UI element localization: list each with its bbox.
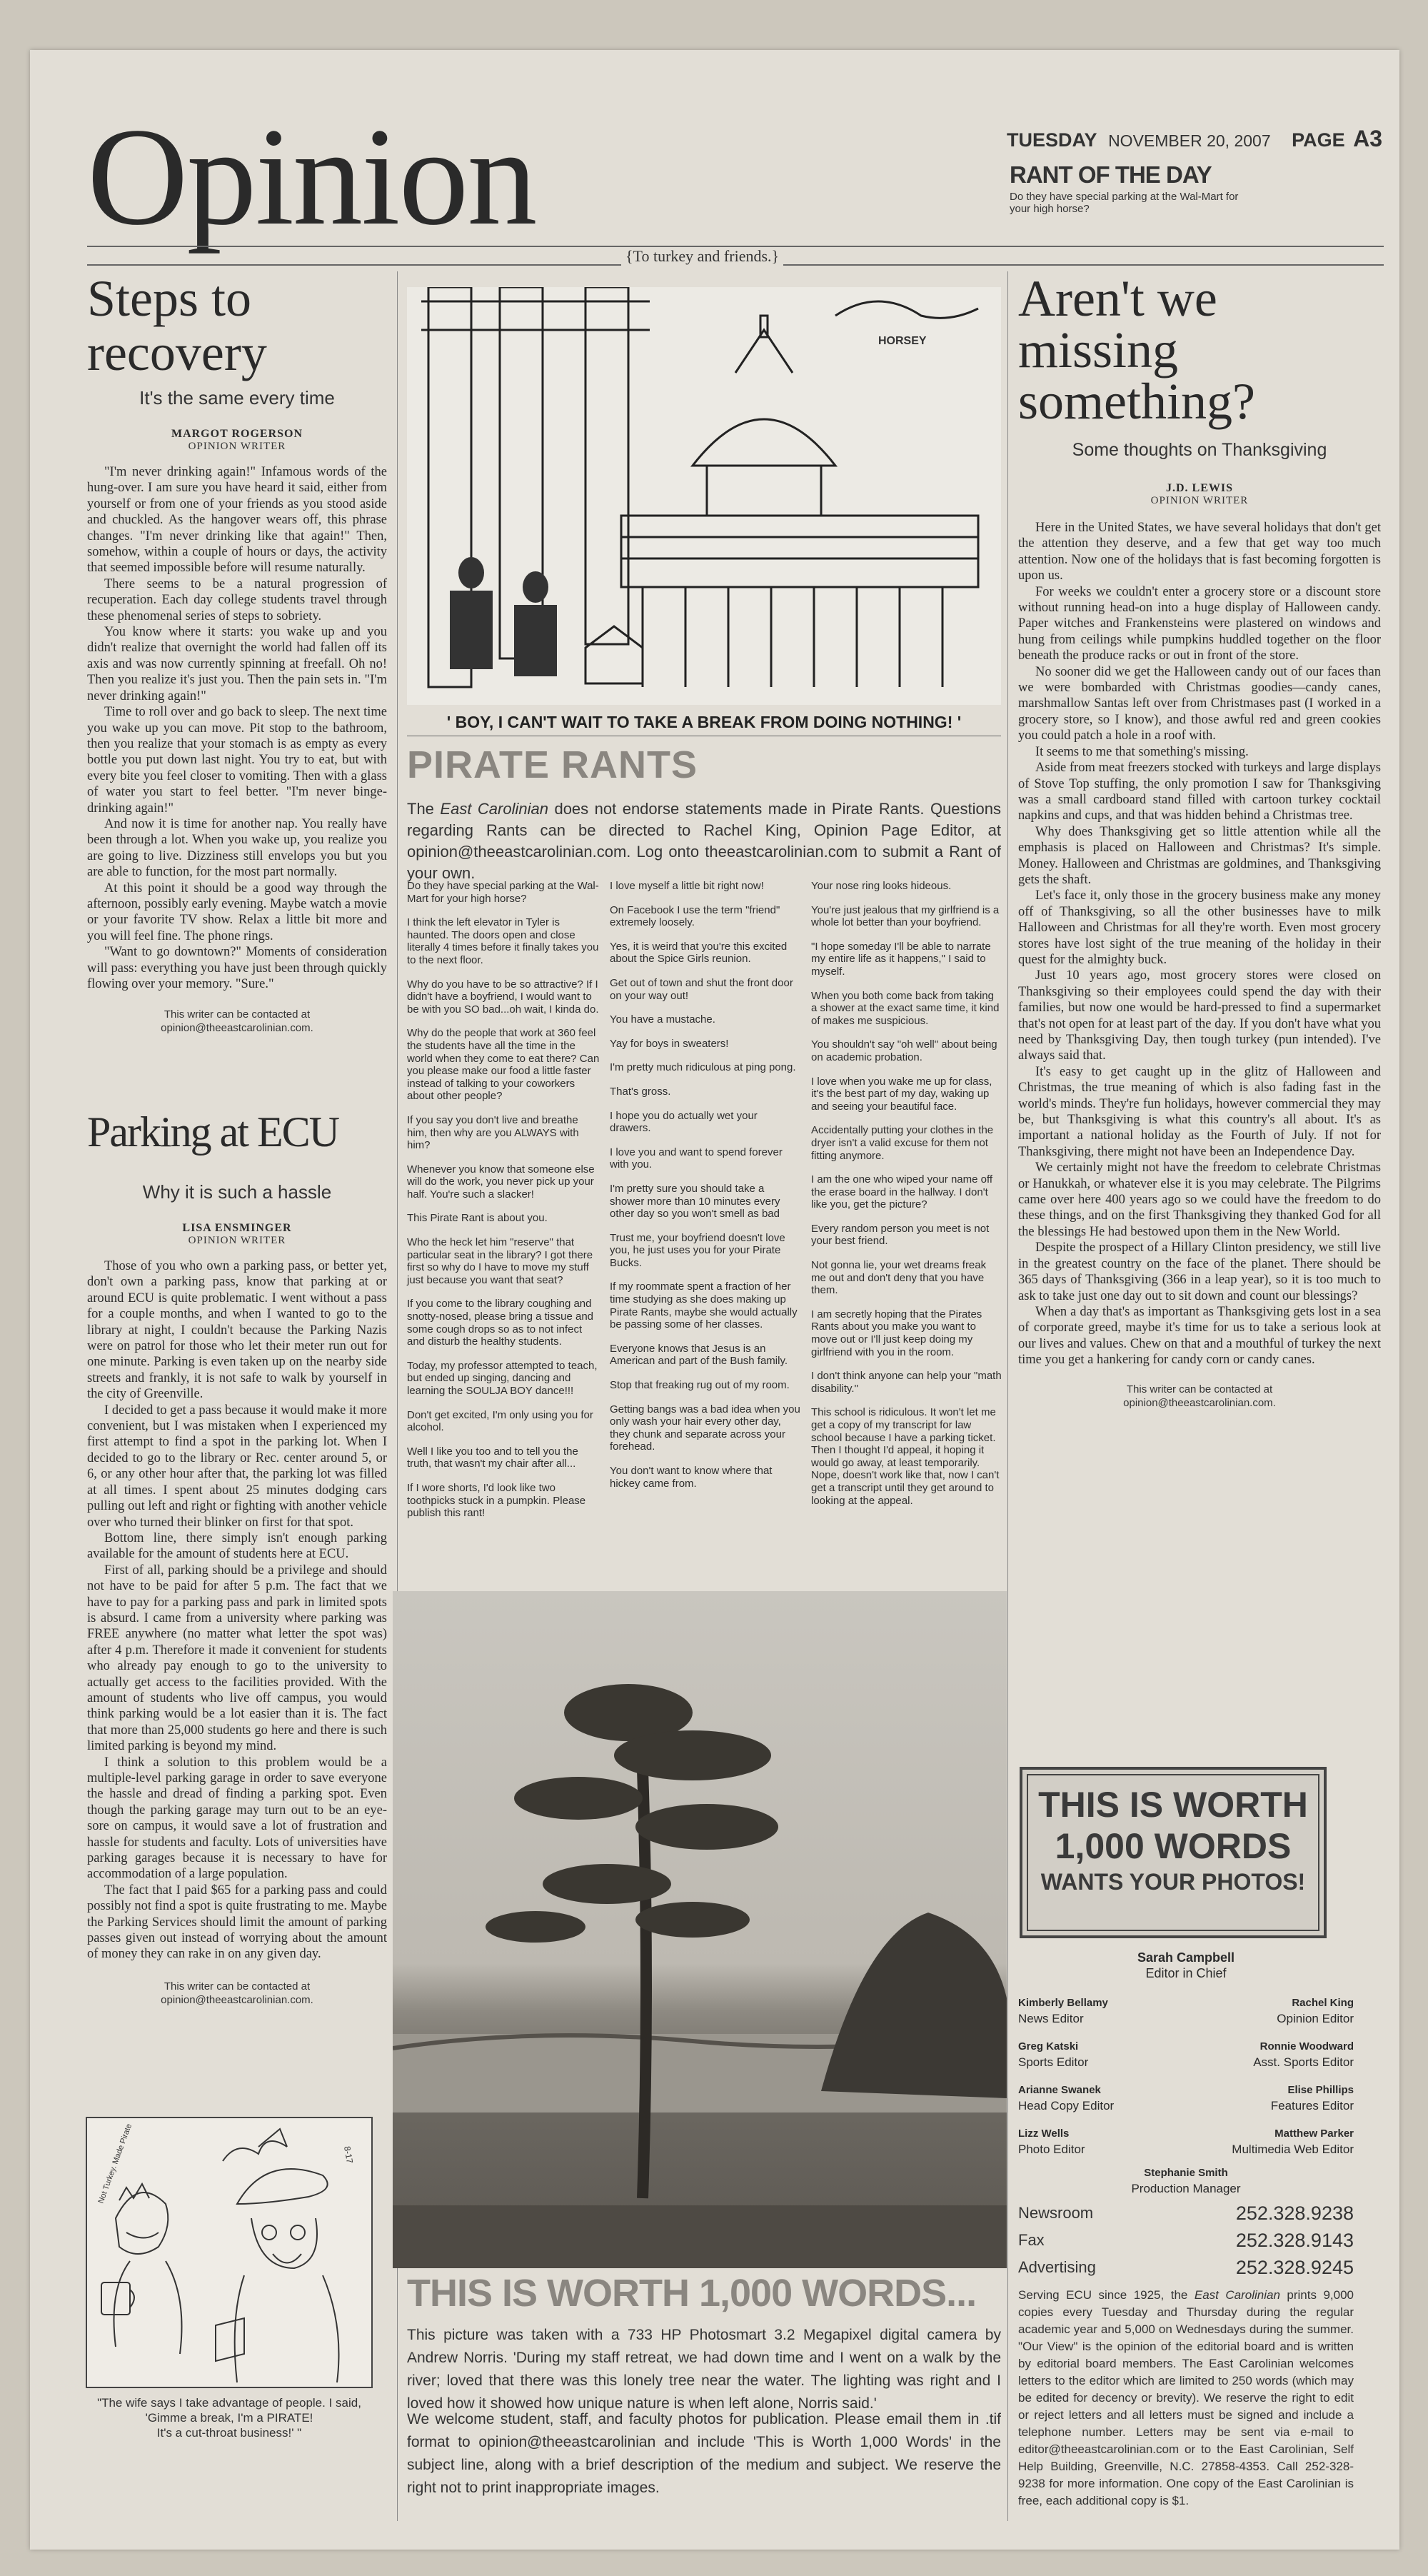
pirate-rant: Yay for boys in sweaters!	[610, 1037, 729, 1050]
steps-headline-line2: recovery	[87, 324, 267, 381]
rants-column-1	[407, 880, 600, 1531]
pirate-rant: Every random person you meet is not your best friend.	[811, 1222, 990, 1248]
pirate-rant: I love when you wake me up for class, it's the best part of my day, waking up and seeing your beautiful face.	[811, 1075, 992, 1113]
thanksgiving-contact-line: This writer can be contacted at	[1126, 1383, 1273, 1395]
editor-in-chief	[1018, 1950, 1354, 1981]
thanksgiving-headline-line3: something?	[1018, 373, 1255, 430]
parking-contact-line: This writer can be contacted at	[164, 1980, 311, 1993]
editor-name: Sarah Campbell	[1137, 1950, 1235, 1965]
capitol-cartoon	[407, 287, 1001, 705]
photo-feature-description: This picture was taken with a 733 HP Photosmart 3.2 Megapixel digital camera by Andrew Norris. 'During my staff retreat, we had down time and I went on a walk by the river; loved that there was this lonely tree near the water. The lighting was right and I loved how it showed how unique nature is when left alone, Norris said.'	[407, 2327, 1001, 2412]
page-tagline: {To turkey and friends.}	[621, 247, 783, 266]
phone-number: 252.328.9245	[1235, 2257, 1354, 2278]
steps-headline-line1: Steps to	[87, 270, 252, 327]
rants-title: PIRATE RANTS	[407, 743, 698, 786]
staff-entry	[1018, 2126, 1186, 2158]
pirate-rant: Not gonna lie, your wet dreams freak me out and don't deny that you have them.	[811, 1259, 987, 1297]
issue-date	[1007, 126, 1382, 152]
prod-title: Production Manager	[1131, 2182, 1241, 2195]
rants-intro	[407, 798, 1001, 884]
pirate-rant: I hope you do actually wet your drawers.	[610, 1109, 758, 1135]
parking-contact	[87, 1980, 387, 2007]
thanksgiving-contact	[1018, 1383, 1381, 1410]
steps-contact	[87, 1008, 387, 1035]
rants-intro-post: does not endorse statements made in Pirate Rants. Questions regarding Rants can be directed to Rachel King, Opinion Page Editor, at opinion@theeastcarolinian.com. Log onto theeastcarolinian.com to submit a Rant of your own.	[407, 800, 1002, 882]
editor-title: Editor in Chief	[1145, 1966, 1227, 1980]
staff-title: Head Copy Editor	[1018, 2099, 1115, 2113]
staff-name: Rachel King	[1292, 1997, 1354, 2009]
masthead	[1018, 1950, 1354, 2510]
pirate-rant: You shouldn't say "oh well" about being on academic probation.	[811, 1038, 997, 1063]
thanksgiving-paragraph: Aside from meat freezers stocked with turkeys and large displays of Stove Top stuffing, the only promotion I saw for Thanksgiving was a small cardboard stand filled with cartoon turkey cocktail napkins and cups, and that was hidden behind a Christmas tree.	[1018, 761, 1381, 823]
thanksgiving-body	[1018, 520, 1381, 1368]
parking-deck: Why it is such a hassle	[142, 1181, 332, 1203]
steps-byline: MARGOT ROGERSON	[171, 428, 303, 440]
tree-photo-image	[393, 1591, 1007, 2268]
staff-title: News Editor	[1018, 2012, 1084, 2025]
pirate-rant: Get out of town and shut the front door on your way out!	[610, 976, 793, 1002]
issue-date-rest: NOVEMBER 20, 2007	[1108, 131, 1271, 150]
thanksgiving-paragraph: Despite the prospect of a Hillary Clinton presidency, we still live in the greatest country on the face of the planet. There should be 365 days of Thanksgiving (366 in a leap year), so it is too much to ask to take just one day out to sit down and count our blessings?	[1018, 1241, 1381, 1303]
pirate-rant: Everyone knows that Jesus is an American and part of the Bush family.	[610, 1342, 788, 1368]
photo-feature-title: THIS IS WORTH 1,000 WORDS...	[407, 2272, 977, 2315]
steps-paragraph: At this point it should be a good way through the afternoon, possibly early evening. Maybe watch a movie or your favorite TV show. Relax a little bit more and you will feel fine. The phone rings.	[87, 881, 387, 943]
pirate-rant: I don't think anyone can help your "math disability."	[811, 1370, 1002, 1395]
page-label: PAGE	[1292, 129, 1345, 151]
thanksgiving-byline: J.D. LEWIS	[1165, 482, 1234, 494]
steps-deck: It's the same every time	[139, 387, 335, 409]
pirate-rant: You don't want to know where that hickey came from.	[610, 1465, 773, 1490]
pirate-rant: I am the one who wiped your name off the erase board in the hallway. I don't like you, get the picture?	[811, 1173, 993, 1211]
pirate-rant: If you say you don't live and breathe him, then why are you ALWAYS with him?	[407, 1113, 579, 1152]
pirate-rant: That's gross.	[610, 1085, 671, 1098]
prod-name: Stephanie Smith	[1144, 2167, 1228, 2179]
pirate-rant: I think the left elevator in Tyler is haunted. The doors open and close literally 4 times before it finally takes you to the next floor.	[407, 916, 599, 966]
phone-list	[1018, 2200, 1354, 2281]
phone-label: Fax	[1018, 2231, 1045, 2249]
pirate-rant: Today, my professor attempted to teach, but ended up singing, dancing and learning the SOULJA BOY dance!!!	[407, 1359, 598, 1397]
parking-body	[87, 1258, 387, 1963]
staff-title: Photo Editor	[1018, 2143, 1085, 2156]
promo-line3: WANTS YOUR PHOTOS!	[1040, 1869, 1306, 1895]
about-post: prints 9,000 copies every Tuesday and Thursday during the regular academic year and 5,000 on Wednesdays during the summer. "Our View" is the opinion of the editorial board and is written by editorial board members. The East Carolinian welcomes letters to the editor which are limited to 250 words (which may be edited for decency or brevity). We reserve the right to edit or reject letters and all letters must be signed and include a telephone number. Letters may be sent via e-mail to editor@theeastcarolinian.com or to the East Carolinian, Self Help Building, Greenville, N.C. 27858-4353. Call 252-328-9238 for more information. One copy of the East Carolinian is free, each additional copy is $1.	[1018, 2288, 1354, 2507]
parking-byline: LISA ENSMINGER	[182, 1222, 292, 1234]
pirate-rant: When you both come back from taking a shower at the exact same time, it kind of makes me suspicious.	[811, 989, 1000, 1027]
steps-paragraph: And now it is time for another nap. You really have been through a lot. When you wake up, you realize you are going to live. Dizziness still envelops you but you are able to function, for the most part normally.	[87, 816, 387, 880]
parking-article	[87, 1107, 387, 2007]
steps-role: OPINION WRITER	[188, 441, 286, 452]
paper-about	[1018, 2287, 1354, 2510]
pirate-cartoon-caption	[86, 2395, 373, 2440]
pirate-rant: I'm pretty sure you should take a shower more than 10 minutes every other day so you won't smell as bad	[610, 1182, 780, 1221]
thanksgiving-paragraph: It seems to me that something's missing.	[1035, 744, 1249, 759]
staff-grid	[1018, 1995, 1354, 2158]
thanksgiving-paragraph: We certainly might not have the freedom to celebrate Christmas or Hanukkah, or whatever else it is you may celebrate. The Pilgrims came over here 400 years ago so we could have the freedom to do these things, and on the first Thanksgiving they thanked God for all the blessings He had bestowed upon them in the New World.	[1018, 1161, 1381, 1239]
steps-article	[87, 271, 387, 1035]
staff-entry	[1186, 2039, 1354, 2071]
promo-line2: 1,000 WORDS	[1055, 1826, 1292, 1866]
pirate-rant: You have a mustache.	[610, 1013, 715, 1026]
staff-entry	[1018, 2083, 1186, 2115]
rants-intro-paper: East Carolinian	[440, 800, 548, 818]
staff-title: Opinion Editor	[1277, 2012, 1354, 2025]
promo-inner	[1027, 1774, 1319, 1931]
promo-line1: THIS IS WORTH	[1038, 1785, 1308, 1825]
thanksgiving-headline-line1: Aren't we	[1018, 270, 1217, 327]
pirate-rant: Why do you have to be so attractive? If I didn't have a boyfriend, I would want to be with you SO bad...oh wait, I kinda do.	[407, 978, 599, 1016]
rants-column-2	[610, 880, 801, 1501]
section-title: Opinion	[87, 99, 536, 254]
staff-title: Asst. Sports Editor	[1253, 2055, 1354, 2069]
pirate-rant: Getting bangs was a bad idea when you only wash your hair every other day, they chunk and separate across your forehead.	[610, 1403, 800, 1453]
pirate-rant: I'm pretty much ridiculous at ping pong.	[610, 1061, 796, 1074]
staff-title: Features Editor	[1270, 2099, 1354, 2113]
cartoon-side-note: Not Turkey. Made Pirate	[96, 2123, 134, 2205]
pirate-rant: Accidentally putting your clothes in the dryer isn't a valid excuse for them not fitting anymore.	[811, 1124, 994, 1162]
staff-name: Elise Phillips	[1287, 2084, 1354, 2096]
photo-feature-call: We welcome student, staff, and faculty photos for publication. Please email them in .tif format to opinion@theeastcarolinian and include 'This is Worth 1,000 Words' in the subject line, along with a brief description of the medium and subject. We reserve the right not to print inappropriate images.	[407, 2411, 1001, 2496]
pirate-rant: Your nose ring looks hideous.	[811, 880, 952, 892]
pirate-rant: Why do the people that work at 360 feel the students have all the time in the world when they come to eat there? Can you please make our food a little faster instead of talking to your coworkers about other people?	[407, 1027, 600, 1103]
capitol-cartoon-caption: ' BOY, I CAN'T WAIT TO TAKE A BREAK FROM DOING NOTHING! '	[446, 713, 962, 731]
phone-row	[1018, 2200, 1354, 2227]
staff-title: Sports Editor	[1018, 2055, 1089, 2069]
about-paper: East Carolinian	[1194, 2288, 1280, 2302]
rants-column-3	[811, 880, 1002, 1518]
column-divider-right	[1007, 271, 1008, 2521]
pirate-rant: Well I like you too and to tell you the truth, that wasn't my chair after all...	[407, 1445, 578, 1470]
phone-number: 252.328.9238	[1235, 2202, 1354, 2224]
pirate-rant: This Pirate Rant is about you.	[407, 1212, 548, 1225]
pirate-rant: Who the heck let him "reserve" that particular seat in the library? I got there first so why do I have to move my stuff just because you want that seat?	[407, 1236, 593, 1286]
pirate-rant: If you come to the library coughing and snotty-nosed, please bring a tissue and some cough drops so as to not infect and disturb the healthy students.	[407, 1298, 593, 1348]
pirate-rant: If I wore shorts, I'd look like two toothpicks stuck in a pumpkin. Please publish this rant!	[407, 1481, 586, 1520]
pirate-rant: I love myself a little bit right now!	[610, 880, 764, 892]
thanksgiving-deck: Some thoughts on Thanksgiving	[1072, 440, 1327, 460]
staff-name: Matthew Parker	[1274, 2128, 1354, 2140]
photo-promo-box	[1020, 1767, 1327, 1938]
thanksgiving-paragraph: It's easy to get caught up in the glitz of Halloween and Christmas, the true meaning of which is also fading fast in the world's minds. They're fun holidays, however commercial they may be, but Thanksgiving is what this country's all about. It's as important a national holiday as the Fourth of July. If not for Thanksgiving, there might not have been an Independence Day.	[1018, 1064, 1381, 1159]
thanksgiving-contact-email[interactable]: opinion@theeastcarolinian.com.	[1123, 1396, 1276, 1409]
pirate-rant: Stop that freaking rug out of my room.	[610, 1379, 790, 1392]
steps-body	[87, 464, 387, 992]
pirate-rant: Yes, it is weird that you're this excited about the Spice Girls reunion.	[610, 940, 788, 966]
pirate-rant: This school is ridiculous. It won't let me get a copy of my transcript for law school because I have a parking ticket. Then I thought I'd appeal, it hoping it would go away, at least temporarily. Nope, doesn't work like that, now I can't get a transcript until they get around to looking at the appeal.	[811, 1406, 1000, 1507]
thanksgiving-role: OPINION WRITER	[1150, 495, 1249, 506]
steps-paragraph: Time to roll over and go back to sleep. The next time you wake up you can move. Pit stop to the bathroom, then you realize that your stomach is as empty as every bottle you put down last night. You try to eat, but with every bite you feel closer to vomiting. Then with a glass of water you start to feel better. "I'm never binge-drinking again!"	[87, 705, 387, 816]
steps-paragraph: There seems to be a natural progression of recuperation. Each day college students travel through these phenomenal series of steps to sobriety.	[87, 576, 387, 623]
pirate-rant: Whenever you know that someone else will do the work, you never pick up your half. You're such a slacker!	[407, 1163, 595, 1201]
staff-name: Greg Katski	[1018, 2040, 1079, 2053]
steps-paragraph: "I'm never drinking again!" Infamous words of the hung-over. I am sure you have heard it said, either from yourself or from one of your friends as you stood aside and chuckled. As the hangover wears off, this phrase changes. "I'm never drinking like that again!" Then, somehow, within a couple of hours or days, the activity that seemed impossible before will resume naturally.	[87, 465, 387, 576]
thanksgiving-paragraph: Just 10 years ago, most grocery stores were closed on Thanksgiving so their employees could spend the day with their families, but now one would be hard-pressed to find a supermarket that's not open for at least part of the day. If you don't have what you need by Thanksgiving Day, then tough turkey (pun intended). I've always said that.	[1018, 968, 1381, 1063]
tree-photo	[393, 1591, 1007, 2268]
phone-label: Advertising	[1018, 2258, 1096, 2276]
thanksgiving-paragraph: Here in the United States, we have several holidays that don't get the attention they deserve, and a few that get way too much attention. Now one of the holidays that is fast becoming forgotten is upon us.	[1018, 521, 1381, 583]
about-pre: Serving ECU since 1925, the	[1018, 2288, 1195, 2302]
staff-name: Arianne Swanek	[1018, 2084, 1101, 2096]
pirate-rant: You're just jealous that my girlfriend is a whole lot better than your boyfriend.	[811, 903, 1000, 929]
steps-contact-line: This writer can be contacted at	[164, 1008, 311, 1021]
phone-row	[1018, 2227, 1354, 2254]
newspaper-page	[30, 50, 1399, 2550]
parking-paragraph: I think a solution to this problem would be a multiple-level parking garage in order to save everyone the hassle and dread of finding a parking spot. Even though the parking garage may turn out to be an eye-sore on campus, it would save a lot of frustration and hassle for students and faculty. Lots of universities have parking garages because it is necessary to have for accommodation of a large population.	[87, 1755, 387, 1882]
thanksgiving-headline-line2: missing	[1018, 321, 1179, 379]
capitol-cartoon-drawing	[407, 287, 1001, 705]
pirate-rant: Trust me, your boyfriend doesn't love you, he just uses you for your Pirate Bucks.	[610, 1231, 785, 1269]
parking-headline: Parking at ECU	[87, 1108, 338, 1156]
pirate-rant: Don't get excited, I'm only using you for alcohol.	[407, 1408, 593, 1434]
staff-name: Kimberly Bellamy	[1018, 1997, 1108, 2009]
caption-line: "The wife says I take advantage of people. I said,	[97, 2396, 361, 2410]
pirate-rant: Do they have special parking at the Wal-Mart for your high horse?	[407, 880, 599, 905]
cartoon-date: 8-17	[342, 2145, 356, 2165]
parking-role: OPINION WRITER	[188, 1235, 286, 1246]
pirate-rant: On Facebook I use the term "friend" extremely loosely.	[610, 903, 780, 929]
staff-entry	[1186, 2083, 1354, 2115]
phone-number: 252.328.9143	[1235, 2230, 1354, 2251]
caption-line: It's a cut-throat business!' "	[156, 2426, 302, 2440]
steps-contact-email[interactable]: opinion@theeastcarolinian.com.	[161, 1022, 313, 1035]
staff-title: Multimedia Web Editor	[1232, 2143, 1354, 2156]
steps-paragraph: You know where it starts: you wake up and you didn't realize that overnight the world had fallen off its axis and was now currently spinning at freefall. Oh no! Then you realize it's just you. Then the pain sets in. "I'm never drinking again!"	[87, 625, 387, 703]
staff-entry	[1018, 2039, 1186, 2071]
pirate-rant: If my roommate spent a fraction of her time studying as she does making up Pirate Rants, maybe she would actually be passing some of her classes.	[610, 1281, 798, 1331]
production-manager	[1018, 2165, 1354, 2197]
thanksgiving-paragraph: Let's face it, only those in the grocery business make any money off of Thanksgiving, so all the other businesses have to milk Halloween and Christmas for all they're worth. Even most grocery stores have lost sight of the true meaning of the holiday in their quest for the almighty buck.	[1018, 888, 1381, 967]
thanksgiving-article	[1018, 270, 1381, 1410]
phone-row	[1018, 2254, 1354, 2281]
rants-intro-pre: The	[407, 800, 441, 818]
rant-of-the-day-text: Do they have special parking at the Wal-Mart for your high horse?	[1010, 191, 1239, 215]
cartoonist-signature: HORSEY	[878, 335, 927, 347]
parking-paragraph: I decided to get a pass because it would make it more convenient, but I was mistaken when I experienced my first attempt to find a spot in the parking lot. When I decided to go to the library or Rec. center around 5, or 6, or any other hour after that, the parking lot was filled at all times. I spent about 25 minutes dodging cars pulling out left and right or fighting with another vehicle over who turned their blinker on first for that spot.	[87, 1403, 387, 1530]
pirate-rant: I am secretly hoping that the Pirates Rants about you make you want to move out or I'll just keep doing my girlfriend with you in the room.	[811, 1308, 982, 1358]
page-number: A3	[1353, 126, 1383, 151]
thanksgiving-paragraph: When a day that's as important as Thanksgiving gets lost in a sea of corporate greed, maybe it's time for us to take a serious look at our lives and values. Chew on that and a mouthful of turkey the next time you get a hankering for candy corn or candy canes.	[1018, 1304, 1381, 1368]
pirate-rant: "I hope someday I'll be able to narrate my entire life as it happens," I said to myself.	[811, 940, 991, 978]
staff-entry	[1186, 2126, 1354, 2158]
parking-paragraph: First of all, parking should be a privilege and should not have to be paid for after 5 p.m. The fact that we have to pay for a parking pass and park in limited spots is absurd. I came from a university where parking was FREE anywhere (no matter what letter the spot was) after 4 p.m. Therefore it made it convenient for students who already pay enough to go to the university to actually get access to the facilities provided. With the amount of students who live off campus, you would think parking would be a lot easier than it is. The fact that more than 25,000 students go here and there is such limited parking is beyond my mind.	[87, 1563, 387, 1754]
pirate-cartoon	[86, 2117, 373, 2388]
steps-paragraph: "Want to go downtown?" Moments of consideration will pass: everything you have just been through quickly flowing over your memory. "Sure."	[87, 945, 387, 991]
staff-entry	[1018, 1995, 1186, 2028]
staff-name: Ronnie Woodward	[1259, 2040, 1354, 2053]
parking-paragraph: The fact that I paid $65 for a parking pass and could possibly not find a spot is quite frustrating to me. Maybe the Parking Services should limit the amount of parking passes given out instead of worrying about the amount of money they can rake in on any given day.	[87, 1883, 387, 1962]
issue-day: TUESDAY	[1007, 129, 1097, 151]
rant-of-the-day-title: RANT OF THE DAY	[1010, 161, 1212, 188]
staff-entry	[1186, 1995, 1354, 2028]
thanksgiving-paragraph: No sooner did we get the Halloween candy out of our faces than we were bombarded with Christmas goodies—candy canes, marshmallow Santas left over from Christmases past (I worked in a grocery store, so I know), and those awful red and green cookies you could patch a hole in a roof with.	[1018, 664, 1381, 743]
thanksgiving-paragraph: Why does Thanksgiving get so little attention while all the emphasis is placed on Halloween and Christmas? It's simple. Money. Halloween and Christmas are goldmines, and Thanksgiving gets the shaft.	[1018, 824, 1381, 887]
parking-contact-email[interactable]: opinion@theeastcarolinian.com.	[161, 1993, 313, 2006]
pirate-cartoon-drawing	[87, 2118, 371, 2387]
staff-name: Lizz Wells	[1018, 2128, 1070, 2140]
parking-paragraph: Bottom line, there simply isn't enough parking available for the amount of students here at ECU.	[87, 1530, 387, 1562]
thanksgiving-paragraph: For weeks we couldn't enter a grocery store or a discount store without running head-on into a huge display of Halloween candy. Paper witches and Frankensteins were plastered on windows and hung from ceilings while pumpkins huddled together on the floor beneath the produce racks or out in front of the store.	[1018, 584, 1381, 663]
caption-line: 'Gimme a break, I'm a PIRATE!	[145, 2411, 313, 2425]
pirate-rant: I love you and want to spend forever with you.	[610, 1146, 783, 1171]
phone-label: Newsroom	[1018, 2204, 1094, 2222]
parking-paragraph: Those of you who own a parking pass, or better yet, don't own a parking pass, know that parking at or around ECU is quite problematic. I went without a pass for a couple months, and when I wanted to go to the library at night, I couldn't because the Parking Nazis were on patrol for those who let their meter run out for one minute. Parking is even taken up on the nearby side streets and frankly, it is not safe to walk by yourself in the city of Greenville.	[87, 1259, 387, 1402]
